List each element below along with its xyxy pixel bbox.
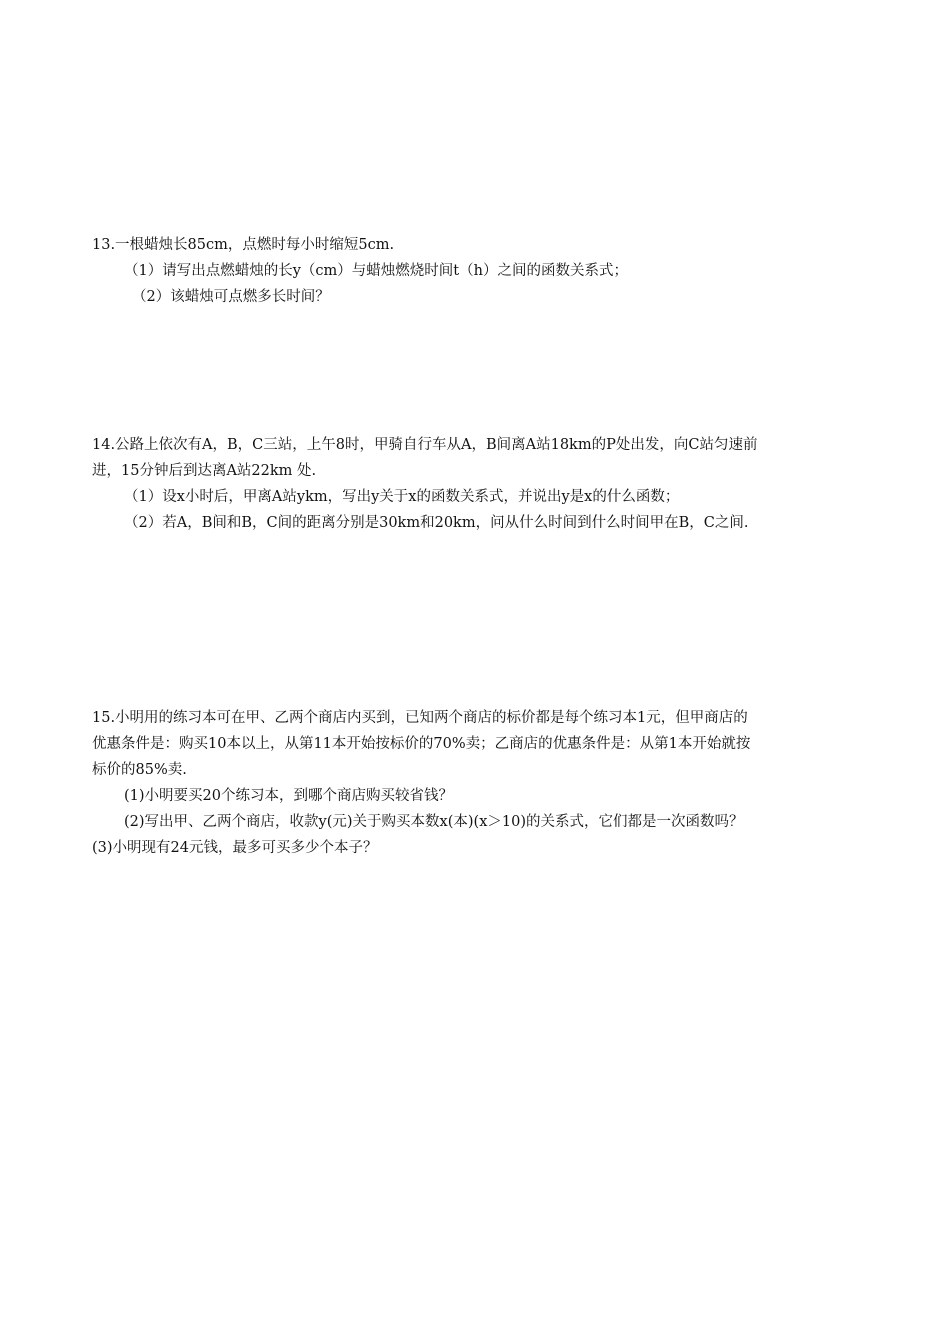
problem-13: [92, 232, 860, 310]
problem-15-stem-line-3: 标价的85%卖.: [92, 762, 187, 778]
problem-14: [92, 432, 860, 536]
problem-15-part-3: (3)小明现有24元钱，最多可买多少个本子？: [92, 840, 378, 856]
problem-14-part-1: （1）设x小时后，甲离A站ykm，写出y关于x的函数关系式，并说出y是x的什么函数；: [124, 489, 680, 505]
problem-14-stem-line-2: 进，15分钟后到达离A站22km 处.: [92, 463, 317, 479]
problem-14-part-2: （2）若A，B间和B，C间的距离分别是30km和20km，问从什么时间到什么时间甲在B，C之间.: [124, 515, 749, 531]
problem-13-part-2: （2）该蜡烛可点燃多长时间？: [132, 289, 330, 305]
problem-15: [92, 705, 860, 861]
problem-15-stem-line-1: 15.小明用的练习本可在甲、乙两个商店内买到，已知两个商店的标价都是每个练习本1元，但甲商店的: [92, 710, 748, 726]
problem-13-stem: 13.一根蜡烛长85cm，点燃时每小时缩短5cm.: [92, 237, 395, 253]
problem-15-part-1: (1)小明要买20个练习本，到哪个商店购买较省钱？: [124, 788, 453, 804]
problem-14-stem-line-1: 14.公路上依次有A，B，C三站，上午8时，甲骑自行车从A，B间离A站18km的P处出发，向C站匀速前: [92, 437, 758, 453]
problem-15-stem-line-2: 优惠条件是：购买10本以上，从第11本开始按标价的70%卖；乙商店的优惠条件是：从第1本开始就按: [92, 736, 751, 752]
problem-15-part-2: (2)写出甲、乙两个商店，收款y(元)关于购买本数x(本)(x＞10)的关系式，它们都是一次函数吗？: [124, 814, 744, 830]
problem-13-part-1: （1）请写出点燃蜡烛的长y（cm）与蜡烛燃烧时间t（h）之间的函数关系式；: [124, 263, 628, 279]
